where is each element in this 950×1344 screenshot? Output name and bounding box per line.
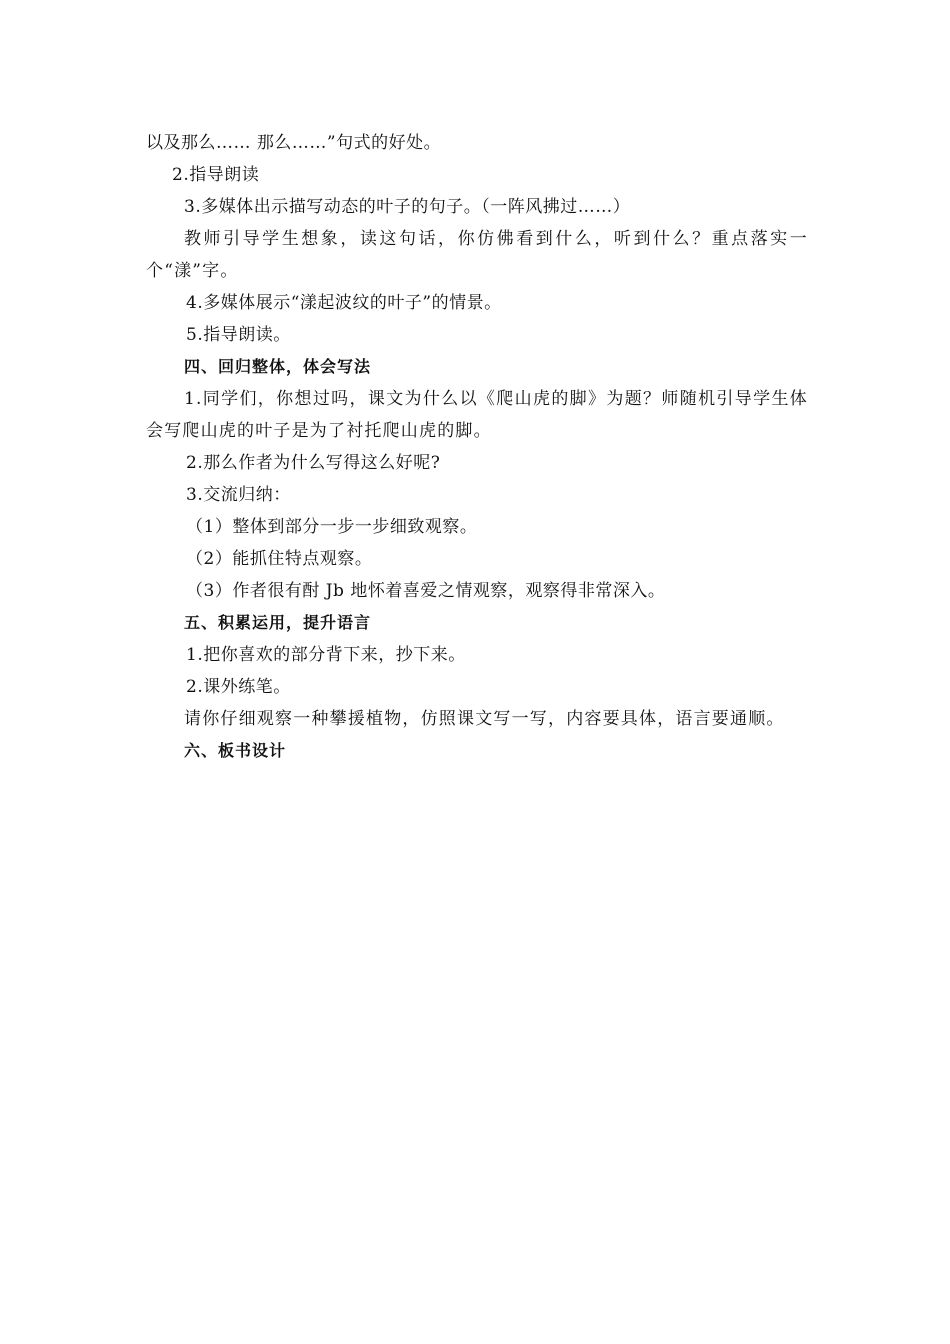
text-line-point-1: （1）整体到部分一步一步细致观察。 <box>186 517 478 537</box>
paragraph-title-question: 1.同学们，你想过吗，课文为什么以《爬山虎的脚》为题？师随机引导学生体会写爬山虎的叶子是为了衬托爬山虎的脚。 <box>146 389 808 441</box>
text-line-point-2: （2）能抓住特点观察。 <box>186 549 373 569</box>
text-line-memorize: 1.把你喜欢的部分背下来，抄下来。 <box>186 645 466 665</box>
text-line-multimedia-scene: 4.多媒体展示“漾起波纹的叶子”的情景。 <box>186 293 502 313</box>
paragraph-assignment: 请你仔细观察一种攀援植物，仿照课文写一写，内容要具体，语言要通顺。 <box>184 709 785 729</box>
text-line-multimedia-sentence: 3.多媒体出示描写动态的叶子的句子。（一阵风拂过……） <box>184 197 631 217</box>
section-heading-6: 六、板书设计 <box>184 741 287 760</box>
document-body <box>146 127 808 767</box>
section-heading-5: 五、积累运用，提升语言 <box>184 613 372 632</box>
section-heading-4: 四、回归整体，体会写法 <box>184 357 372 376</box>
text-line-guided-reading-2: 5.指导朗读。 <box>186 325 291 345</box>
text-line-point-3: （3）作者很有酎 Jb 地怀着喜爱之情观察，观察得非常深入。 <box>186 581 666 601</box>
text-line-guided-reading: 2.指导朗读 <box>172 165 260 185</box>
paragraph-teacher-guidance: 教师引导学生想象，读这句话，你仿佛看到什么，听到什么？重点落实一个“漾”字。 <box>146 229 808 281</box>
text-line-continuation: 以及那么…… 那么……”句式的好处。 <box>146 133 442 153</box>
text-line-summary: 3.交流归纳： <box>186 485 291 505</box>
text-line-why-good: 2.那么作者为什么写得这么好呢? <box>186 453 441 473</box>
text-line-practice: 2.课外练笔。 <box>186 677 291 697</box>
